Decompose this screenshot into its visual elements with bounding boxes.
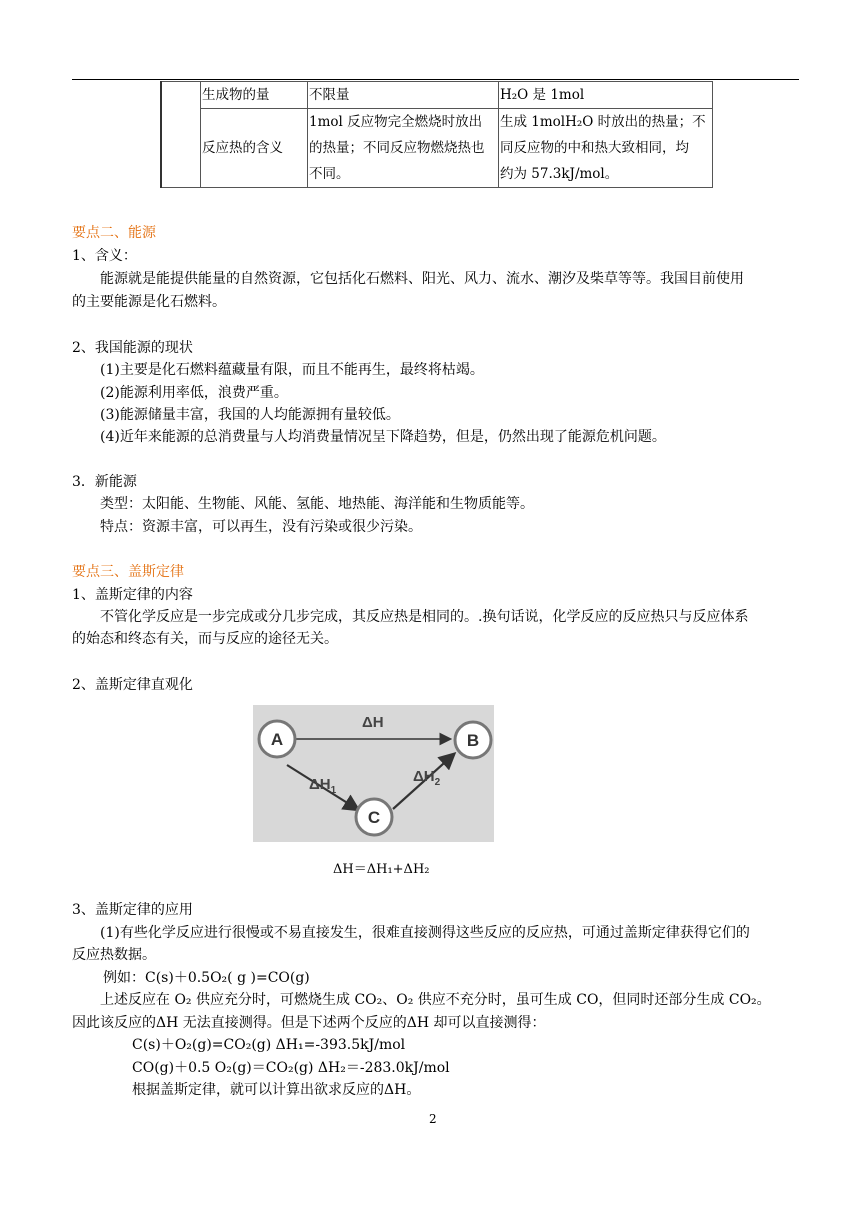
equation: C(s)＋O₂(g)=CO₂(g) ΔH₁=-393.5kJ/mol bbox=[132, 1037, 406, 1053]
section-heading: 要点二、能源 bbox=[72, 225, 156, 241]
section-heading: 要点三、盖斯定律 bbox=[72, 564, 184, 580]
cell-line: 同反应物的中和热大致相同，均 bbox=[500, 140, 689, 156]
row-label: 生成物的量 bbox=[201, 82, 308, 109]
neutralization-cell: H₂O 是 1mol bbox=[499, 82, 713, 109]
paragraph: 的始态和终态有关，而与反应的途径无关。 bbox=[72, 631, 338, 647]
paragraph: 根据盖斯定律，就可以计算出欲求反应的ΔH。 bbox=[132, 1082, 421, 1098]
table-row bbox=[161, 109, 713, 188]
subsection-title: 3．新能源 bbox=[72, 474, 137, 490]
subsection-title: 1、盖斯定律的内容 bbox=[72, 587, 193, 603]
row-label: 反应热的含义 bbox=[201, 109, 308, 188]
list-item: (1)主要是化石燃料蕴藏量有限，而且不能再生，最终将枯竭。 bbox=[100, 362, 484, 378]
delta-h1-label bbox=[309, 776, 337, 796]
subsection-title: 2、盖斯定律直观化 bbox=[72, 677, 193, 693]
node-b-label: B bbox=[466, 731, 480, 750]
delta-h2-main: ΔH bbox=[413, 768, 435, 785]
subsection-title: 3、盖斯定律的应用 bbox=[72, 902, 193, 918]
delta-h1-main: ΔH bbox=[309, 776, 331, 793]
paragraph: (1)有些化学反应进行很慢或不易直接发生，很难直接测得这些反应的反应热，可通过盖斯定律获得它们的 bbox=[100, 925, 750, 941]
list-item: (4)近年来能源的总消费量与人均消费量情况呈下降趋势，但是，仍然出现了能源危机问题。 bbox=[100, 429, 666, 445]
paragraph: 的主要能源是化石燃料。 bbox=[72, 294, 226, 310]
paragraph: 类型：太阳能、生物能、风能、氢能、地热能、海洋能和生物质能等。 bbox=[100, 496, 534, 512]
delta-h1-sub: 1 bbox=[330, 785, 337, 796]
delta-h2-sub: 2 bbox=[434, 777, 441, 788]
cell-line: 生成 1molH₂O 时放出的热量；不 bbox=[500, 114, 706, 130]
hess-formula: ΔH＝ΔH₁+ΔH₂ bbox=[333, 862, 430, 877]
neutralization-cell bbox=[499, 109, 713, 188]
paragraph: 不管化学反应是一步完成或分几步完成，其反应热是相同的。.换句话说，化学反应的反应热只与反应体系 bbox=[100, 609, 749, 625]
list-item: (3)能源储量丰富，我国的人均能源拥有量较低。 bbox=[100, 407, 400, 423]
example-equation: 例如：C(s)＋0.5O₂( g )=CO(g) bbox=[103, 970, 310, 986]
paragraph: 反应热数据。 bbox=[72, 947, 156, 963]
delta-h-label: ΔH bbox=[362, 714, 384, 731]
comparison-table bbox=[160, 81, 713, 188]
equation: CO(g)＋0.5 O₂(g)＝CO₂(g) ΔH₂＝-283.0kJ/mol bbox=[132, 1060, 450, 1076]
header-rule bbox=[72, 79, 799, 80]
combustion-cell bbox=[308, 109, 499, 188]
page-number: 2 bbox=[429, 1112, 437, 1126]
subsection-title: 1、含义： bbox=[72, 248, 137, 264]
cell-line: 的热量；不同反应物燃烧热也 bbox=[309, 140, 485, 156]
table-row bbox=[161, 82, 713, 109]
cell-line: 不同。 bbox=[309, 166, 350, 182]
list-item: (2)能源利用率低，浪费严重。 bbox=[100, 385, 288, 401]
paragraph: 上述反应在 O₂ 供应充分时，可燃烧生成 CO₂、O₂ 供应不充分时，虽可生成 CO，但同时还部分生成 CO₂。 bbox=[100, 992, 771, 1008]
cell-line: 1mol 反应物完全燃烧时放出 bbox=[309, 114, 483, 130]
cell-line: 约为 57.3kJ/mol。 bbox=[500, 166, 619, 182]
node-a-label: A bbox=[270, 730, 284, 749]
combustion-cell: 不限量 bbox=[308, 82, 499, 109]
paragraph: 能源就是能提供能量的自然资源，它包括化石燃料、阳光、风力、流水、潮汐及柴草等等。我国目前使用 bbox=[100, 271, 744, 287]
node-c-label: C bbox=[367, 808, 381, 827]
paragraph: 特点：资源丰富，可以再生，没有污染或很少污染。 bbox=[100, 519, 422, 535]
table-blank-cell bbox=[161, 82, 201, 188]
subsection-title: 2、我国能源的现状 bbox=[72, 340, 193, 356]
paragraph: 因此该反应的ΔH 无法直接测得。但是下述两个反应的ΔH 却可以直接测得： bbox=[72, 1015, 546, 1031]
hess-law-diagram bbox=[253, 705, 494, 842]
